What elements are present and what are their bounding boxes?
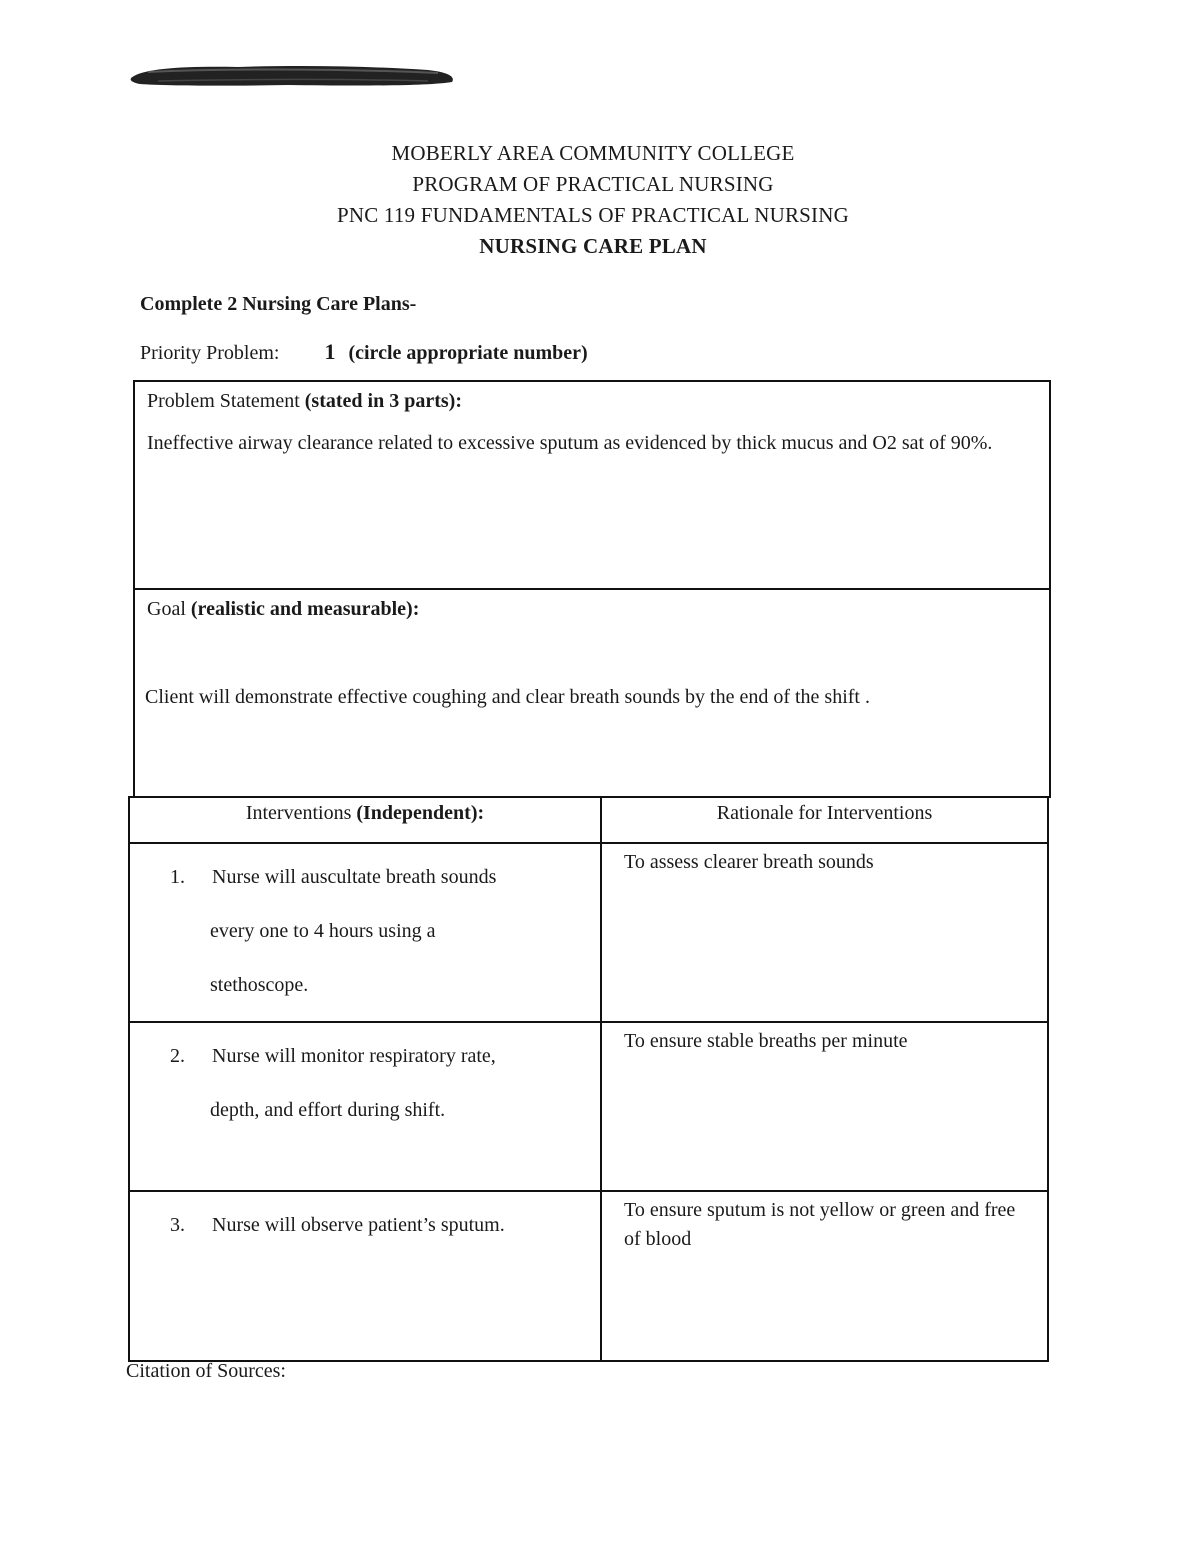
priority-number: 1 (324, 339, 336, 364)
rationale-text: To ensure stable breaths per minute (624, 1030, 908, 1052)
intervention-text: Nurse will monitor respiratory rate, (212, 1045, 496, 1067)
table-row (129, 1022, 1048, 1191)
course-name: PNC 119 FUNDAMENTALS OF PRACTICAL NURSING (337, 203, 849, 227)
document-header (0, 138, 1186, 262)
intervention-text: stethoscope. (210, 974, 309, 996)
table-row (129, 843, 1048, 1022)
goal-label: Goal (realistic and measurable): (147, 598, 420, 620)
priority-instruction: (circle appropriate number) (348, 342, 588, 364)
rationale-cell (601, 1191, 1048, 1361)
table-header-row (129, 797, 1048, 843)
problem-statement-label: Problem Statement (stated in 3 parts): (147, 390, 462, 412)
intervention-text: every one to 4 hours using a (210, 920, 436, 942)
interventions-table (128, 796, 1049, 1362)
goal-text: Client will demonstrate effective coughing and clear breath sounds by the end of the shift . (145, 686, 870, 708)
priority-problem (140, 339, 588, 365)
table-row (129, 1191, 1048, 1361)
program-name: PROGRAM OF PRACTICAL NURSING (412, 172, 774, 196)
intervention-cell (129, 1191, 601, 1361)
problem-statement-box (133, 380, 1051, 590)
priority-label: Priority Problem: (140, 342, 280, 364)
redaction-mark (128, 62, 458, 90)
intervention-number: 1. (170, 866, 185, 888)
rationale-header: Rationale for Interventions (601, 797, 1048, 843)
problem-statement-text: Ineffective airway clearance related to excessive sputum as evidenced by thick mucus and O2 sat of 90%. (147, 432, 993, 454)
rationale-cell (601, 1022, 1048, 1191)
goal-box (133, 588, 1051, 798)
interventions-header: Interventions (Independent): (129, 797, 601, 843)
intervention-text: Nurse will auscultate breath sounds (212, 866, 497, 888)
intervention-number: 3. (170, 1214, 185, 1236)
rationale-text: To ensure sputum is not yellow or green and free of blood (624, 1199, 1016, 1250)
intervention-text: depth, and effort during shift. (210, 1099, 446, 1121)
document-title: NURSING CARE PLAN (479, 234, 707, 258)
rationale-cell (601, 843, 1048, 1022)
intervention-cell (129, 843, 601, 1022)
intervention-cell (129, 1022, 601, 1191)
intervention-text: Nurse will observe patient’s sputum. (212, 1214, 505, 1236)
rationale-text: To assess clearer breath sounds (624, 851, 874, 873)
citation-label: Citation of Sources: (126, 1360, 286, 1382)
intervention-number: 2. (170, 1045, 185, 1067)
college-name: MOBERLY AREA COMMUNITY COLLEGE (391, 141, 795, 165)
instructions: Complete 2 Nursing Care Plans- (140, 293, 417, 315)
